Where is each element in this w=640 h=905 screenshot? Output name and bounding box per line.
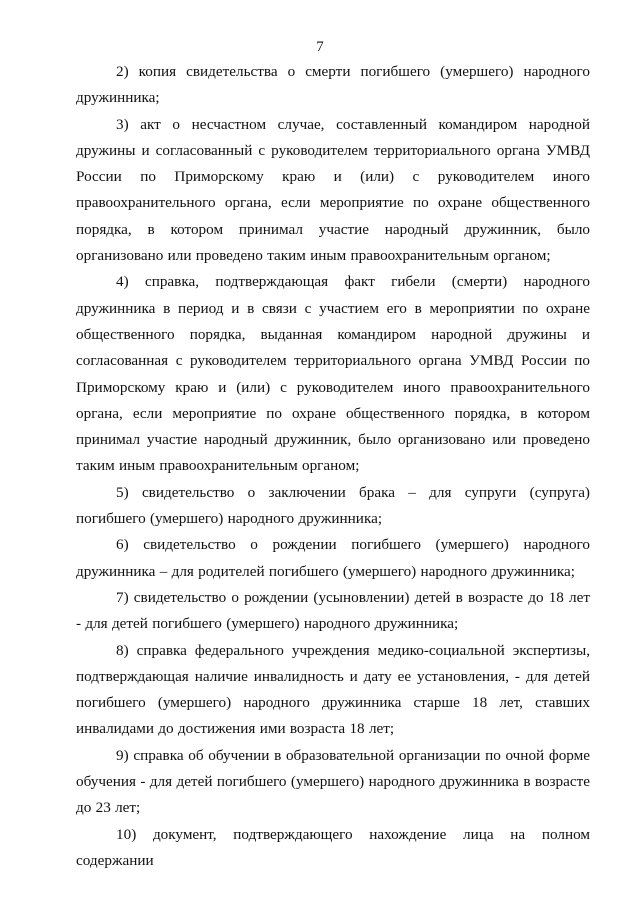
list-item-6: 6) свидетельство о рождении погибшего (умершего) народного дружинника – для родителей погибшего (умершего) народного дружинника; <box>76 536 590 580</box>
list-item-9: 9) справка об обучении в образовательной организации по очной форме обучения - для детей погибшего (умершего) народного дружинника в возрасте до 23 лет; <box>76 746 590 817</box>
document-body <box>76 59 590 874</box>
list-item-5: 5) свидетельство о заключении брака – для супруги (супруга) погибшего (умершего) народного дружинника; <box>76 483 590 528</box>
list-item-7: 7) свидетельство о рождении (усыновлении) детей в возрасте до 18 лет - для детей погибшего (умершего) народного дружинника; <box>76 588 590 633</box>
list-item-3: 3) акт о несчастном случае, составленный командиром народной дружины и согласованный с руководителем территориального органа УМВД России по Приморскому краю и (или) с руководителем иного правоохранительного органа, если мероприятие по охране общественного порядка, в котором принимал участие народный дружинник, было организовано или проведено таким иным правоохранительным органом; <box>76 115 590 265</box>
page-number: 7 <box>316 39 324 55</box>
list-item-4: 4) справка, подтверждающая факт гибели (смерти) народного дружинника в период и в связи с участием его в мероприятии по охране общественного порядка, выданная командиром народной дружины и согласованная с руководителем территориального органа УМВД России по Приморскому краю и (или) с руководителем иного правоохранительного органа, если мероприятие по охране общественного порядка, в котором принимал участие народный дружинник, было организовано или проведено таким иным правоохранительным органом; <box>76 273 590 475</box>
list-item-8: 8) справка федерального учреждения медико-социальной экспертизы, подтверждающая наличие инвалидность и дату ее установления, - для детей погибшего (умершего) народного дружинника старше 18 лет, ставших инвалидами до достижения ими возраста 18 лет; <box>76 641 590 738</box>
list-item-2: 2) копия свидетельства о смерти погибшего (умершего) народного дружинника; <box>76 63 590 107</box>
list-item-10: 10) документ, подтверждающего нахождение лица на полном содержании <box>76 825 590 869</box>
